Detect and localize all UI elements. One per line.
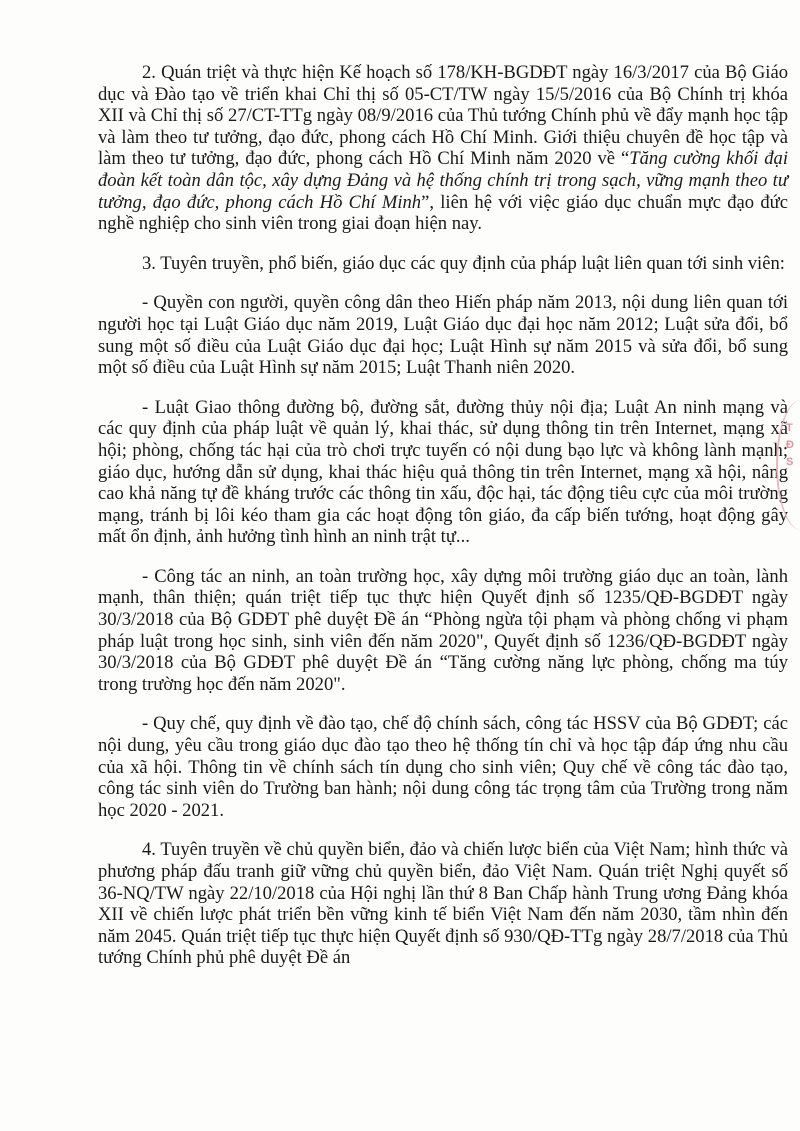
bullet-school-safety: - Công tác an ninh, an toàn trường học, xây dựng môi trường giáo dục an toàn, lành mạnh, thân thiện; quán triệt tiếp tục thực hiện Quyết định số 1235/QĐ-BGDĐT ngày 30/3/2018 của Bộ GDĐT phê duyệt Đề án “Phòng ngừa tội phạm và phòng chống vi phạm pháp luật trong học sinh, sinh viên đến năm 2020", Quyết định số 1236/QĐ-BGDĐT ngày 30/3/2018 của Bộ GDĐT phê duyệt Đề án “Tăng cường năng lực phòng, chống ma túy trong trường học đến năm 2020". (98, 565, 788, 695)
paragraph-2-text: 2. Quán triệt và thực hiện Kế hoạch số 178/KH-BGDĐT ngày 16/3/2017 của Bộ Giáo dục và Đào tạo về triển khai Chỉ thị số 05-CT/TW ngày 15/5/2016 của Bộ Chính trị khóa XII và Chỉ thị số 27/CT-TTg ngày 08/9/2016 của Thủ tướng Chính phủ về đẩy mạnh học tập và làm theo tư tưởng, đạo đức, phong cách Hồ Chí Minh. Giới thiệu chuyên đề học tập và làm theo tư tưởng, đạo đức, phong cách Hồ Chí Minh năm 2020 về “ (98, 62, 788, 170)
paragraph-4: 4. Tuyên truyền về chủ quyền biển, đảo và chiến lược biển của Việt Nam; hình thức và phương pháp đấu tranh giữ vững chủ quyền biển, đảo Việt Nam. Quán triệt Nghị quyết số 36-NQ/TW ngày 22/10/2018 của Hội nghị lần thứ 8 Ban Chấp hành Trung ương Đảng khóa XII về chiến lược phát triển bền vững kinh tế biển Việt Nam đến năm 2030, tầm nhìn đến năm 2045. Quán triệt tiếp tục thực hiện Quyết định số 930/QĐ-TTg ngày 28/7/2018 của Thủ tướng Chính phủ phê duyệt Đề án (98, 839, 788, 969)
paragraph-2-italic-quote: Tăng cường khối đại đoàn kết toàn dân tộc, xây dựng Đảng và hệ thống chính trị trong sạch, vững mạnh theo tư tưởng, đạo đức, phong cách Hồ Chí Minh (98, 148, 788, 213)
paragraph-2 (98, 62, 788, 235)
stamp-fragment: S (786, 456, 794, 468)
stamp-fragment: T (786, 422, 793, 434)
stamp-fragment: Đ (786, 439, 794, 451)
bullet-constitution: - Quyền con người, quyền công dân theo Hiến pháp năm 2013, nội dung liên quan tới người học tại Luật Giáo dục năm 2019, Luật Giáo dục đại học năm 2012; Luật sửa đổi, bổ sung một số điều của Luật Giáo dục đại học; Luật Hình sự năm 2015 và sửa đổi, bổ sung một số điều của Luật Hình sự năm 2015; Luật Thanh niên 2020. (98, 292, 788, 379)
paragraph-3: 3. Tuyên truyền, phổ biến, giáo dục các quy định của pháp luật liên quan tới sinh viên: (142, 252, 785, 274)
document-page (98, 62, 788, 969)
paragraph-2-text-end: ”, liên hệ với việc giáo dục chuẩn mực đạo đức nghề nghiệp cho sinh viên trong giai đoạn hiện nay. (98, 191, 788, 235)
bullet-traffic-cyber: - Luật Giao thông đường bộ, đường sắt, đường thủy nội địa; Luật An ninh mạng và các quy định của pháp luật về quản lý, khai thác, sử dụng thông tin trên Internet, mạng xã hội; phòng, chống tác hại của trò chơi trực tuyến có nội dung bạo lực và không lành mạnh; giáo dục, hướng dẫn sử dụng, khai thác hiệu quả thông tin trên Internet, mạng xã hội, nâng cao khả năng tự đề kháng trước các thông tin xấu, độc hại, tác động tiêu cực của môi trường mạng, tránh bị lôi kéo tham gia các hoạt động tôn giáo, đa cấp biến tướng, hoạt động gây mất ổn định, ảnh hưởng tình hình an ninh trật tự... (98, 396, 788, 548)
bullet-regulations: - Quy chế, quy định về đào tạo, chế độ chính sách, công tác HSSV của Bộ GDĐT; các nội dung, yêu cầu trong giáo dục đào tạo theo hệ thống tín chỉ và học tập đáp ứng nhu cầu của xã hội. Thông tin về chính sách tín dụng cho sinh viên; Quy chế về công tác đào tạo, công tác sinh viên do Trường ban hành; nội dung công tác trọng tâm của Trường trong năm học 2020 - 2021. (98, 713, 788, 821)
